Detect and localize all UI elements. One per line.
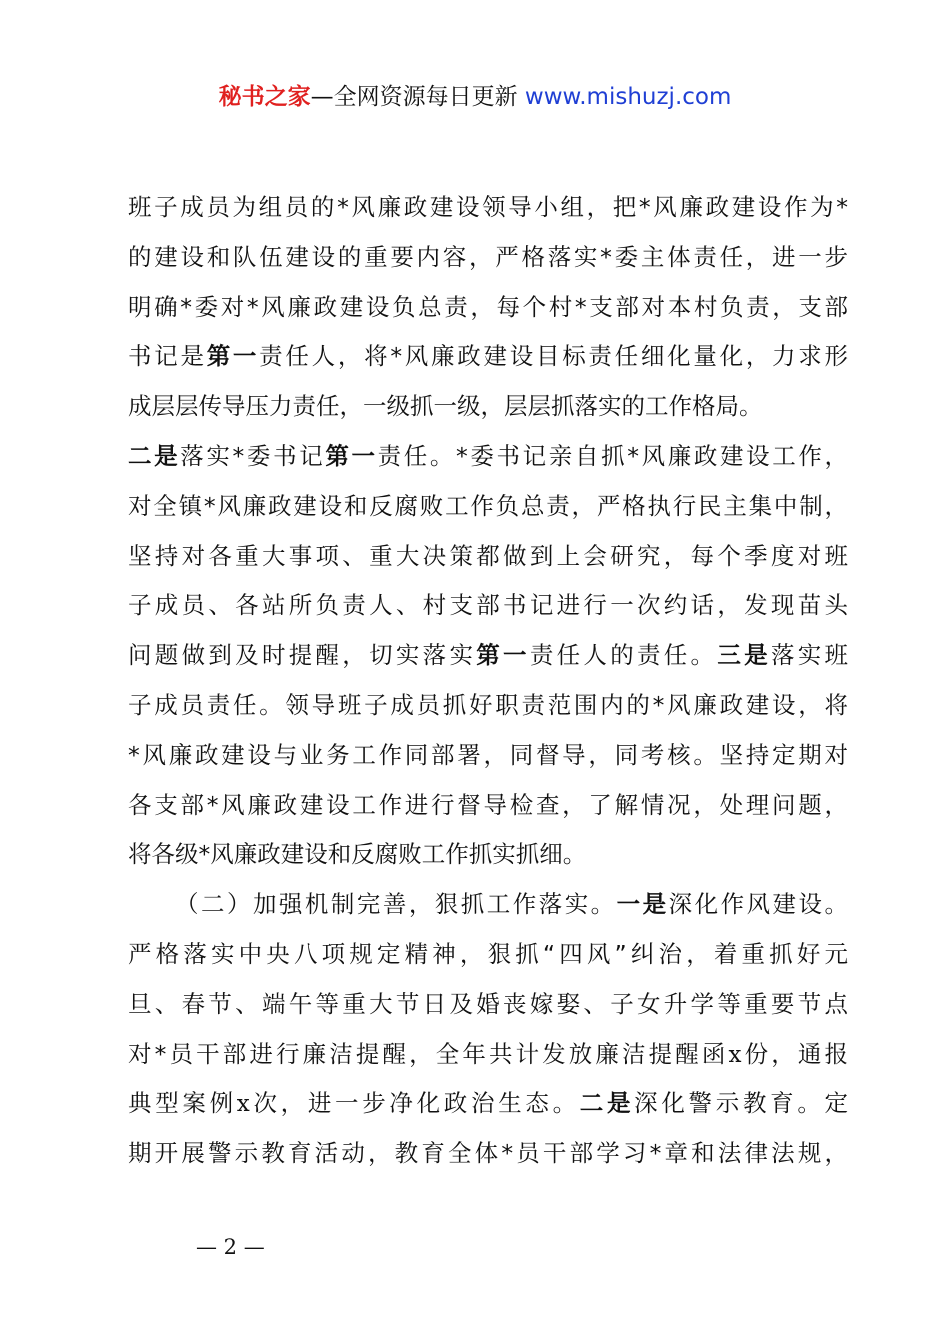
text-line: 各支部*风廉政建设工作进行督导检查，了解情况，处理问题， <box>128 790 848 819</box>
body-text <box>128 183 848 1179</box>
text-line: 将各级*风廉政建设和反腐败工作抓实抓细。 <box>128 840 587 869</box>
text-line: 明确*委对*风廉政建设负总责，每个村*支部对本村负责，支部 <box>128 292 848 321</box>
text-line: 旦、春节、端午等重大节日及婚丧嫁娶、子女升学等重要节点 <box>128 989 848 1018</box>
text-line: 对全镇*风廉政建设和反腐败工作负总责，严格执行民主集中制， <box>128 491 848 520</box>
bold-text: 第一 <box>206 342 260 371</box>
bold-text: 三是 <box>717 641 771 670</box>
text-line: 严格落实中央八项规定精神，狠抓“四风”纠治，着重抓好元 <box>128 939 848 968</box>
text-line: 典型案例x次，进一步净化政治生态。二是深化警示教育。定 <box>128 1089 849 1118</box>
bold-text: 二是 <box>128 441 181 470</box>
text-line: 班子成员为组员的*风廉政建设领导小组，把*风廉政建设作为* <box>128 193 848 221</box>
page-header <box>0 80 950 114</box>
header-brand: 秘书之家 <box>218 84 311 110</box>
bold-text: 二是 <box>579 1089 635 1118</box>
text-line: 成层层传导压力责任，一级抓一级，层层抓落实的工作格局。 <box>128 392 763 421</box>
text-line: 书记是第一责任人，将*风廉政建设目标责任细化量化，力求形 <box>128 342 849 371</box>
text-line: *风廉政建设与业务工作同部署，同督导，同考核。坚持定期对 <box>128 740 848 769</box>
text-line: 子成员、各站所负责人、村支部书记进行一次约话，发现苗头 <box>128 591 848 620</box>
bold-text: 第一 <box>476 641 530 670</box>
text-line: 对*员干部进行廉洁提醒，全年共计发放廉洁提醒函x份，通报 <box>128 1039 848 1068</box>
header-tagline: —全网资源每日更新 <box>310 84 518 110</box>
bold-text: 第一 <box>325 441 378 470</box>
bold-text: 一是 <box>616 890 669 919</box>
text-line: 的建设和队伍建设的重要内容，严格落实*委主体责任，进一步 <box>128 242 848 271</box>
text-line: 二是落实*委书记第一责任。*委书记亲自抓*风廉政建设工作， <box>128 441 849 470</box>
text-line: （二）加强机制完善，狠抓工作落实。一是深化作风建设。 <box>175 890 849 919</box>
header-url-link[interactable]: www.mishuzj.com <box>524 84 732 110</box>
page-number: — 2 — <box>196 1235 265 1259</box>
text-line: 子成员责任。领导班子成员抓好职责范围内的*风廉政建设，将 <box>128 690 848 719</box>
text-line: 期开展警示教育活动，教育全体*员干部学习*章和法律法规， <box>128 1139 848 1168</box>
text-line: 问题做到及时提醒，切实落实第一责任人的责任。三是落实班 <box>128 641 849 670</box>
text-line: 坚持对各重大事项、重大决策都做到上会研究，每个季度对班 <box>128 541 848 570</box>
